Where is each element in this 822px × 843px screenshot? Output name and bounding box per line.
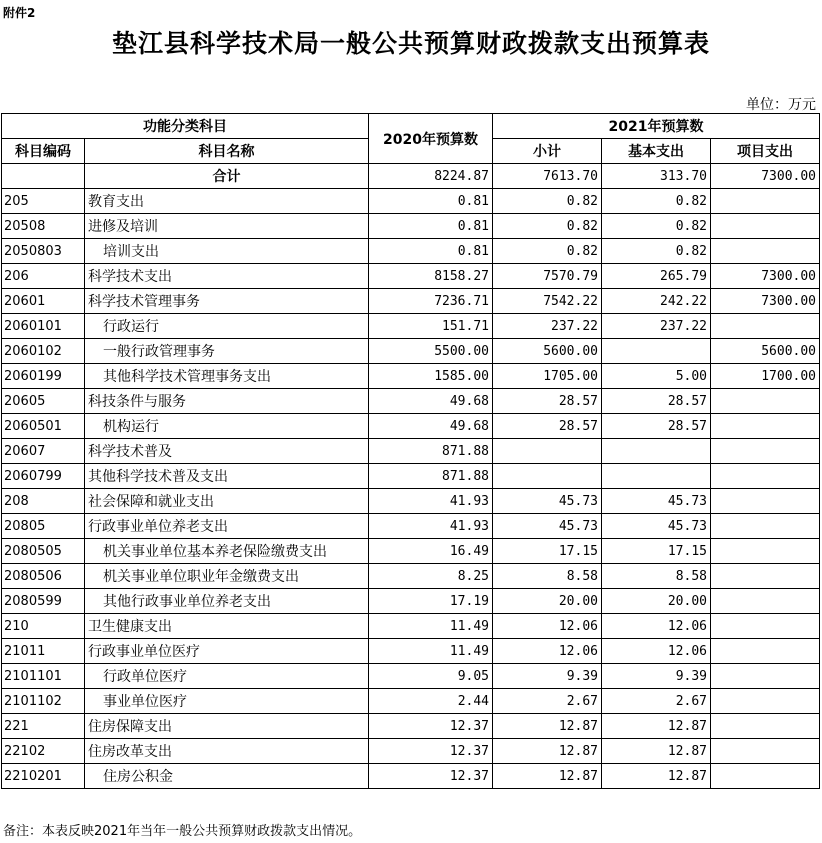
row-subtotal: 28.57 [493,414,602,439]
row-basic: 45.73 [602,514,711,539]
row-b2020: 2.44 [369,689,493,714]
row-subtotal: 12.06 [493,614,602,639]
row-subtotal [493,439,602,464]
row-b2020: 0.81 [369,214,493,239]
table-row [2,714,820,739]
row-b2020: 871.88 [369,439,493,464]
row-code: 20805 [2,514,85,539]
row-b2020: 11.49 [369,639,493,664]
row-name: 住房改革支出 [85,739,369,764]
row-code: 2050803 [2,239,85,264]
table-row [2,339,820,364]
table-row [2,439,820,464]
header-subtotal: 小计 [493,139,602,164]
total-code-cell [2,164,85,189]
row-b2020: 49.68 [369,389,493,414]
row-project [711,414,820,439]
row-basic: 12.06 [602,639,711,664]
footnote: 备注：本表反映2021年当年一般公共预算财政拨款支出情况。 [3,824,362,839]
table-row [2,664,820,689]
table-row [2,364,820,389]
row-project [711,714,820,739]
row-code: 20607 [2,439,85,464]
table-row [2,289,820,314]
row-project [711,239,820,264]
row-code: 20601 [2,289,85,314]
row-code: 2101102 [2,689,85,714]
row-code: 208 [2,489,85,514]
row-project [711,514,820,539]
table-row [2,489,820,514]
row-basic: 0.82 [602,239,711,264]
row-b2020: 12.37 [369,714,493,739]
row-basic: 17.15 [602,539,711,564]
header-budget-2021: 2021年预算数 [493,114,820,139]
row-basic: 12.87 [602,764,711,789]
row-subtotal: 7570.79 [493,264,602,289]
row-project [711,589,820,614]
row-project [711,489,820,514]
row-subtotal: 12.87 [493,739,602,764]
row-basic: 0.82 [602,189,711,214]
table-row [2,514,820,539]
row-project [711,764,820,789]
row-b2020: 11.49 [369,614,493,639]
row-b2020: 5500.00 [369,339,493,364]
total-b2020: 8224.87 [369,164,493,189]
row-name: 进修及培训 [85,214,369,239]
row-subtotal: 12.87 [493,764,602,789]
row-project [711,739,820,764]
row-name: 其他行政事业单位养老支出 [85,589,369,614]
table-row [2,464,820,489]
row-basic: 12.06 [602,614,711,639]
header-functional-category: 功能分类科目 [2,114,369,139]
row-name: 机关事业单位职业年金缴费支出 [85,564,369,589]
row-name: 科学技术普及 [85,439,369,464]
row-b2020: 8.25 [369,564,493,589]
row-name: 机构运行 [85,414,369,439]
table-row [2,564,820,589]
row-basic: 28.57 [602,389,711,414]
row-b2020: 0.81 [369,239,493,264]
row-subtotal: 9.39 [493,664,602,689]
row-project [711,214,820,239]
row-name: 其他科学技术普及支出 [85,464,369,489]
row-name: 卫生健康支出 [85,614,369,639]
row-code: 2080505 [2,539,85,564]
row-code: 2080599 [2,589,85,614]
row-basic: 12.87 [602,739,711,764]
row-basic: 9.39 [602,664,711,689]
row-basic: 237.22 [602,314,711,339]
table-row [2,214,820,239]
table-row [2,639,820,664]
row-name: 机关事业单位基本养老保险缴费支出 [85,539,369,564]
row-subtotal: 2.67 [493,689,602,714]
total-label: 合计 [85,164,369,189]
row-project [711,614,820,639]
row-name: 行政运行 [85,314,369,339]
row-project: 7300.00 [711,264,820,289]
row-b2020: 12.37 [369,739,493,764]
row-subtotal: 12.06 [493,639,602,664]
row-project [711,464,820,489]
row-code: 210 [2,614,85,639]
row-code: 22102 [2,739,85,764]
row-basic: 20.00 [602,589,711,614]
row-name: 科学技术管理事务 [85,289,369,314]
row-name: 教育支出 [85,189,369,214]
row-code: 2101101 [2,664,85,689]
row-name: 其他科学技术管理事务支出 [85,364,369,389]
header-project: 项目支出 [711,139,820,164]
header-name: 科目名称 [85,139,369,164]
row-project [711,664,820,689]
row-subtotal: 17.15 [493,539,602,564]
row-name: 住房公积金 [85,764,369,789]
row-code: 205 [2,189,85,214]
row-subtotal: 20.00 [493,589,602,614]
row-basic: 45.73 [602,489,711,514]
budget-table [1,113,820,789]
row-b2020: 8158.27 [369,264,493,289]
row-project: 5600.00 [711,339,820,364]
unit-label: 单位：万元 [746,97,816,113]
page-title: 垫江县科学技术局一般公共预算财政拨款支出预算表 [111,29,710,58]
row-name: 住房保障支出 [85,714,369,739]
row-code: 221 [2,714,85,739]
row-basic [602,439,711,464]
row-subtotal: 12.87 [493,714,602,739]
row-basic: 0.82 [602,214,711,239]
row-code: 20508 [2,214,85,239]
row-basic: 8.58 [602,564,711,589]
row-b2020: 41.93 [369,514,493,539]
row-basic [602,339,711,364]
row-subtotal: 237.22 [493,314,602,339]
row-subtotal: 5600.00 [493,339,602,364]
row-code: 20605 [2,389,85,414]
row-b2020: 1585.00 [369,364,493,389]
total-subtotal: 7613.70 [493,164,602,189]
row-project [711,314,820,339]
row-subtotal: 0.82 [493,189,602,214]
row-code: 2080506 [2,564,85,589]
header-basic: 基本支出 [602,139,711,164]
total-project: 7300.00 [711,164,820,189]
row-b2020: 871.88 [369,464,493,489]
row-b2020: 49.68 [369,414,493,439]
table-row [2,414,820,439]
row-code: 206 [2,264,85,289]
row-name: 行政单位医疗 [85,664,369,689]
row-subtotal: 45.73 [493,489,602,514]
row-name: 一般行政管理事务 [85,339,369,364]
total-row [2,164,820,189]
row-name: 科学技术支出 [85,264,369,289]
table-row [2,314,820,339]
table-row [2,589,820,614]
table-row [2,239,820,264]
table-row [2,764,820,789]
row-b2020: 151.71 [369,314,493,339]
row-subtotal: 0.82 [493,214,602,239]
row-project: 1700.00 [711,364,820,389]
row-project [711,189,820,214]
table-row [2,189,820,214]
row-name: 科技条件与服务 [85,389,369,414]
row-code: 21011 [2,639,85,664]
row-code: 2060799 [2,464,85,489]
row-code: 2060199 [2,364,85,389]
row-project [711,539,820,564]
row-basic: 12.87 [602,714,711,739]
row-project: 7300.00 [711,289,820,314]
header-budget-2020: 2020年预算数 [369,114,493,164]
row-name: 行政事业单位养老支出 [85,514,369,539]
total-basic: 313.70 [602,164,711,189]
table-row [2,689,820,714]
row-subtotal: 28.57 [493,389,602,414]
row-b2020: 17.19 [369,589,493,614]
row-b2020: 41.93 [369,489,493,514]
row-subtotal: 45.73 [493,514,602,539]
row-project [711,689,820,714]
row-name: 培训支出 [85,239,369,264]
row-name: 社会保障和就业支出 [85,489,369,514]
row-subtotal: 1705.00 [493,364,602,389]
table-row [2,264,820,289]
row-basic: 2.67 [602,689,711,714]
row-basic: 242.22 [602,289,711,314]
row-project [711,389,820,414]
row-b2020: 7236.71 [369,289,493,314]
row-subtotal [493,464,602,489]
row-code: 2060102 [2,339,85,364]
table-row [2,739,820,764]
row-project [711,639,820,664]
row-subtotal: 0.82 [493,239,602,264]
row-code: 2060101 [2,314,85,339]
row-code: 2210201 [2,764,85,789]
header-code: 科目编码 [2,139,85,164]
row-b2020: 12.37 [369,764,493,789]
row-basic: 265.79 [602,264,711,289]
row-b2020: 9.05 [369,664,493,689]
row-name: 行政事业单位医疗 [85,639,369,664]
row-b2020: 0.81 [369,189,493,214]
row-basic: 5.00 [602,364,711,389]
table-row [2,614,820,639]
row-project [711,564,820,589]
row-basic: 28.57 [602,414,711,439]
table-row [2,389,820,414]
row-basic [602,464,711,489]
row-subtotal: 8.58 [493,564,602,589]
row-code: 2060501 [2,414,85,439]
row-name: 事业单位医疗 [85,689,369,714]
row-subtotal: 7542.22 [493,289,602,314]
attachment-label: 附件2 [3,6,36,20]
row-b2020: 16.49 [369,539,493,564]
table-row [2,539,820,564]
row-project [711,439,820,464]
